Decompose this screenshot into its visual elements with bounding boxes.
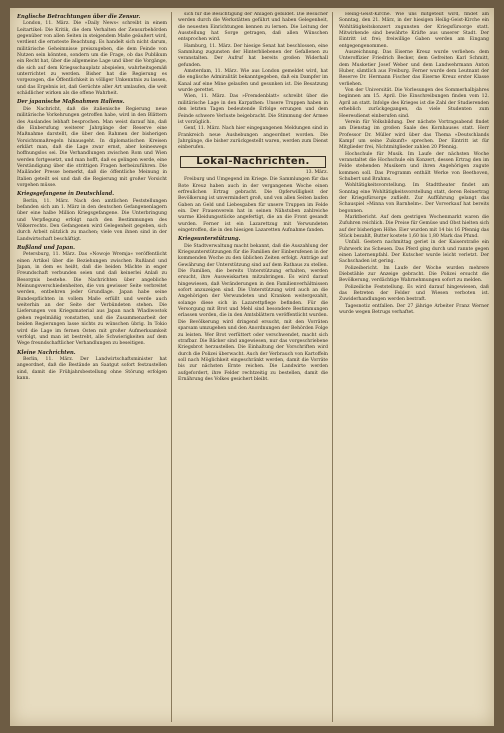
column-divider <box>332 12 333 722</box>
newspaper-page <box>10 8 494 726</box>
article-paragraph: Die Stadtverwaltung macht bekannt, daß die Auszahlung der Kriegsunterstützungen für die Familien der Einberufenen in der kommenden Woche zu den üblichen Zeiten erfolgt. Anträge auf Gewährung der Unterstützung sind auf dem Rathaus zu stellen. Die Familien, die bereits Unterstützung erhalten, werden ersucht, ihre Ausweiskarten mitzubringen. Es wird darauf hingewiesen, daß Veränderungen in den Familienverhältnissen sofort anzuzeigen sind. Die Unterstützung wird auch an die Angehörigen der Verwundeten und Kranken weitergezahlt, solange diese sich in Lazarettpflege befinden. Für die Versorgung mit Brot und Mehl sind besondere Bestimmungen erlassen worden, die in den Amtsblättern veröffentlicht wurden. Die Bevölkerung wird dringend ersucht, mit den Vorräten sparsam umzugehen und den Anordnungen der Behörden Folge zu leisten. Wer Brot verfüttert oder verschwendet, macht sich strafbar. Die Bäcker sind angewiesen, nur das vorgeschriebene Kriegsbrot herzustellen. Die Einhaltung der Vorschriften wird durch die Polizei überwacht. Auch der Verbrauch von Kartoffeln soll nach Möglichkeit eingeschränkt werden, damit die Vorräte bis zur nächsten Ernte reichen. Die Landwirte werden aufgefordert, ihre Felder rechtzeitig zu bestellen, damit die Ernährung des Volkes gesichert bleibt. <box>178 243 328 382</box>
section-title-lokal-nachrichten: Lokal-Nachrichten. <box>180 156 326 168</box>
article-paragraph: Unfall. Gestern nachmittag geriet in der Kaiserstraße ein Fuhrwerk ins Scheuen. Das Pferd ging durch und rannte gegen einen Laternenpfahl. Der Kutscher wurde leicht verletzt. Der Sachschaden ist gering. <box>339 240 489 265</box>
column-divider <box>171 12 172 722</box>
column-left <box>17 12 167 724</box>
article-paragraph: Auszeichnung. Das Eiserne Kreuz wurde verliehen: dem Unteroffizier Friedrich Becker, dem Gefreiten Karl Schmitt, dem Musketier Josef Weber und dem Landwehrmann Anton Huber, sämtlich aus Freiburg. Ferner wurde dem Leutnant der Reserve Dr. Hermann Fischer das Eiserne Kreuz erster Klasse verliehen. <box>339 50 489 87</box>
article-heading: Der japanische Maßnahmen Italiens. <box>17 99 125 106</box>
article-paragraph: Amsterdam, 11. März. Wie aus London gemeldet wird, hat die englische Admiralität bekanntgegeben, daß ein Dampfer im Kanal auf eine Mine gelaufen und gesunken ist. Die Besatzung wurde gerettet. <box>178 69 328 94</box>
article-paragraph: Wohltätigkeitsvorstellung. Im Stadttheater findet am Sonntag eine Wohltätigkeitsvorstellung statt, deren Reinertrag der Kriegsfürsorge zufließt. Zur Aufführung gelangt das Schauspiel »Minna von Barnhelm«. Der Vorverkauf hat bereits begonnen. <box>339 183 489 214</box>
article-paragraph: Tagesnotiz entfallen. Der 27 jährige Arbeiter Franz Werner wurde wegen Betrugs verhaftet. <box>339 303 489 316</box>
article-paragraph: Wien, 11. März. Das »Fremdenblatt« schreibt über die militärische Lage in den Karpathen: Unsere Truppen haben in den letzten Tagen bedeutende Erfolge errungen und dem Feinde schwere Verluste beigebracht. Die Stimmung der Armee ist vorzüglich. <box>178 94 328 125</box>
article-heading: Kleine Nachrichten. <box>17 349 76 356</box>
article-heading: Kriegsgefangene in Deutschland. <box>17 191 115 198</box>
article-paragraph: Marktbericht. Auf dem gestrigen Wochenmarkt waren die Zufuhren reichlich. Die Preise für Gemüse und Obst hielten sich auf der bisherigen Höhe. Eier wurden mit 14 bis 16 Pfennig das Stück bezahlt, Butter kostete 1,60 bis 1,80 Mark das Pfund. <box>339 215 489 240</box>
article-paragraph: London, 11. März. Die »Daily News« schreibt in einem Leitartikel: Die Kritik, die dem Verhalten der Zensurbehörden gegenüber von allen Seiten in steigendem Maße geäußert wird, verdient die ernsteste Beachtung. Es handelt sich nicht darum, militärische Geheimnisse preiszugeben, die dem Feinde von Nutzen sein könnten, sondern um die Frage, ob das Publikum ein Recht hat, über die allgemeine Lage und über die Vorgänge, die sich auf dem Kriegsschauplatz abspielen, wahrheitsgemäß unterrichtet zu werden. Bisher hat die Regierung es vorgezogen, die Öffentlichkeit in völliger Unkenntnis zu lassen, und das Ergebnis ist, daß Gerüchte aller Art umlaufen, die weit schädlicher wirken als die offene Wahrheit. <box>17 21 167 97</box>
article-paragraph: Berlin, 11. März. Nach den amtlichen Feststellungen befanden sich am 1. März in den deutschen Gefangenenlagern über eine halbe Million Kriegsgefangene. Die Unterbringung und Verpflegung erfolgt nach den Bestimmungen des Völkerrechts. Den Gefangenen wird Gelegenheit gegeben, sich durch Arbeit nützlich zu machen; viele von ihnen sind in der Landwirtschaft beschäftigt. <box>17 198 167 242</box>
article-heading: Rußland und Japan. <box>17 245 75 252</box>
article-paragraph: Heilig-Geist-Kirche. Wie uns mitgeteilt wird, findet am Sonntag, den 21. März, in der hiesigen Heilig-Geist-Kirche ein Wohltätigkeitskonzert zugunsten der Kriegsfürsorge statt. Mitwirkende sind bewährte Kräfte aus unserer Stadt. Der Eintritt ist frei; freiwillige Gaben werden am Eingang entgegengenommen. <box>339 12 489 49</box>
article-paragraph: Hochschule für Musik. Im Laufe der nächsten Woche veranstaltet die Hochschule ein Konzert, dessen Ertrag den im Felde stehenden Musikern und ihren Angehörigen zugute kommen soll. Das Programm enthält Werke von Beethoven, Schubert und Brahms. <box>339 151 489 182</box>
article-heading: Englische Betrachtungen über die Zensur. <box>17 14 141 20</box>
article-paragraph: Genf, 11. März. Nach hier eingegangenen Meldungen sind in Frankreich neue Aushebungen angeordnet worden. Die Jahrgänge, die bisher zurückgestellt waren, werden zum Dienst einberufen. <box>178 126 328 151</box>
article-paragraph: sich für die Besichtigung der Anlagen gebildet. Die Besucher werden durch die Werkstätten geführt und haben Gelegenheit, die neuesten Einrichtungen kennen zu lernen. Die Leitung der Ausstellung hat Sorge getragen, daß allen Wünschen entsprochen wird. <box>178 12 328 43</box>
article-paragraph: Polizeibericht. Im Laufe der Woche wurden mehrere Diebstähle zur Anzeige gebracht. Die Polizei ersucht die Bevölkerung, verdächtige Wahrnehmungen sofort zu melden. <box>339 265 489 284</box>
column-right <box>339 12 489 724</box>
section-date: 13. März. <box>305 169 328 175</box>
article-paragraph: Berlin, 11. März. Der Landwirtschaftsminister hat angeordnet, daß die Bestände an Saatgut sofort festzustellen sind, damit die Frühjahrsbestellung ohne Störung erfolgen kann. <box>17 356 167 381</box>
article-paragraph: Polizeiliche Feststellung. Es wird darauf hingewiesen, daß das Betreten der Felder und Wiesen verboten ist. Zuwiderhandlungen werden bestraft. <box>339 284 489 303</box>
article-paragraph: Verein für Volksbildung. Der nächste Vortragsabend findet am Dienstag im großen Saale des Kornhauses statt. Herr Professor Dr. Müller wird über das Thema »Deutschlands Kampf um seine Zukunft« sprechen. Der Eintritt ist für Mitglieder frei, Nichtmitglieder zahlen 20 Pfennig. <box>339 119 489 151</box>
article-paragraph: Hamburg, 11. März. Der hiesige Senat hat beschlossen, eine Sammlung zugunsten der Hinterbliebenen der Gefallenen zu veranstalten. Der Aufruf hat bereits großen Widerhall gefunden. <box>178 43 328 68</box>
article-paragraph: Petersburg, 11. März. Das »Nowoje Wremja« veröffentlicht einen Artikel über die Beziehungen zwischen Rußland und Japan, in dem es heißt, daß die beiden Mächte in enger Freundschaft verbunden seien und daß keinerlei Anlaß zu Besorgnis bestehe. Die Nachrichten über angebliche Meinungsverschiedenheiten, die von gewisser Seite verbreitet werden, entbehren jeder Grundlage. Japan habe seine Bundespflichten in vollem Maße erfüllt und werde auch weiterhin an der Seite der Verbündeten stehen. Die Lieferungen von Kriegsmaterial aus Japan nach Wladiwostok gehen regelmäßig vonstatten, und die Zusammenarbeit der beiden Regierungen lasse nichts zu wünschen übrig. In Tokio wird die Lage im fernen Osten mit großer Aufmerksamkeit verfolgt, und man ist bestrebt, alle Schwierigkeiten auf dem Wege freundschaftlicher Verhandlungen zu beseitigen. <box>17 252 167 347</box>
article-paragraph: Freiburg und Umgegend im Kriege. Die Sammlungen für das Rote Kreuz haben auch in der vergangenen Woche einen erfreulichen Ertrag gebracht. Die Opferwilligkeit der Bevölkerung ist unvermindert groß, und von allen Seiten laufen Gaben an Geld und Liebesgaben für unsere Truppen im Felde ein. Der Frauenverein hat in seinen Nähstuben zahlreiche warme Kleidungsstücke angefertigt, die an die Front gesandt wurden. Ferner ist ein Lazarettzug mit Verwundeten eingetroffen, die in den hiesigen Lazaretten Aufnahme fanden. <box>178 177 328 233</box>
article-heading: Kriegsunterstützung. <box>178 236 241 243</box>
article-paragraph: Die Nachricht, daß die italienische Regierung neue militärische Vorkehrungen getroffen habe, wird in den Blättern des Auslandes lebhaft besprochen. Man weist darauf hin, daß die Einberufung weiterer Jahrgänge der Reserve eine Maßnahme darstellt, die über den Rahmen der bisherigen Vorsichtsmaßregeln hinausgeht. In diplomatischen Kreisen erklärt man, daß die Lage zwar ernst, aber keineswegs hoffnungslos sei. Die Verhandlungen zwischen Rom und Wien werden fortgesetzt, und man hofft, daß es gelingen werde, eine Verständigung über die strittigen Fragen herbeizuführen. Die Mailänder Presse bemerkt, daß die öffentliche Meinung in Italien geteilt sei und daß die Regierung mit großer Vorsicht vorgehen müsse. <box>17 106 167 188</box>
column-middle <box>178 12 328 724</box>
article-paragraph: Von der Universität. Die Vorlesungen des Sommerhalbjahres beginnen am 15. April. Die Einschreibungen finden vom 12. April an statt. Infolge des Krieges ist die Zahl der Studierenden erheblich zurückgegangen, da viele Studenten zum Heeresdienst einberufen sind. <box>339 88 489 119</box>
